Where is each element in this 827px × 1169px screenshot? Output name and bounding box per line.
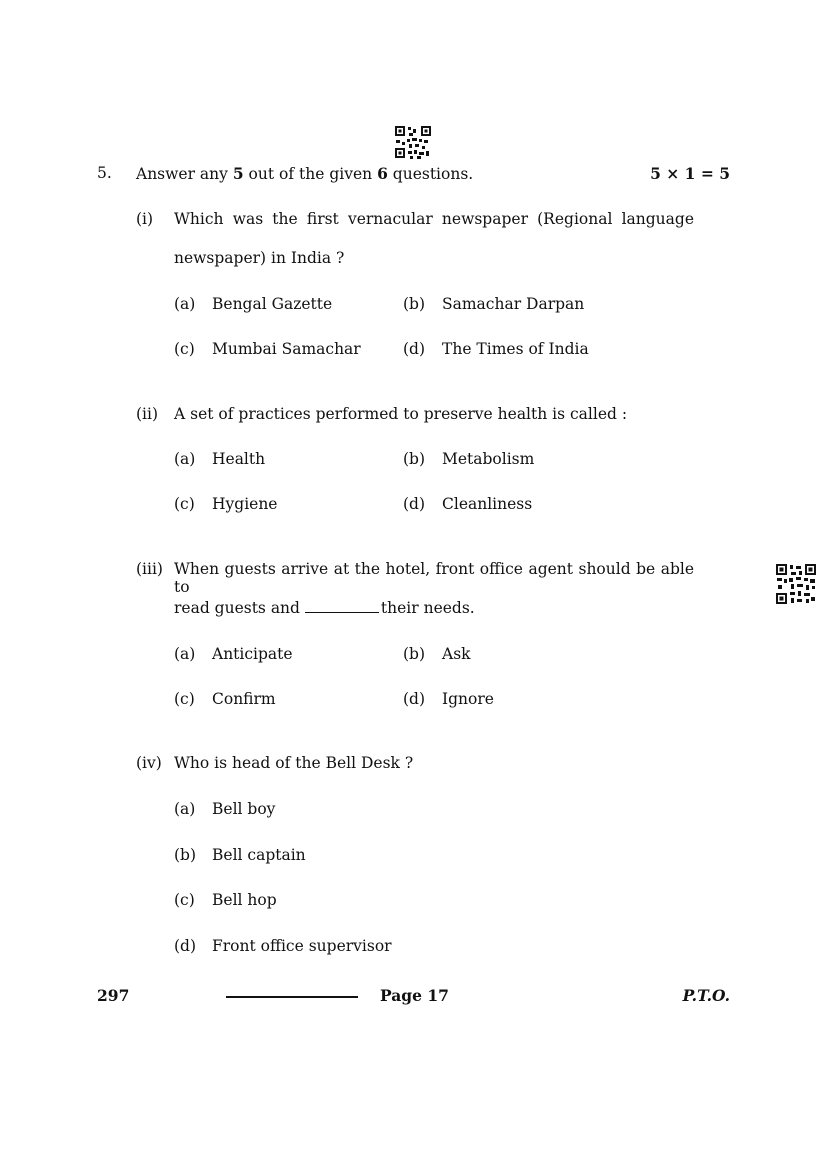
question-number: 5. (97, 164, 112, 182)
option-letter: (d) (403, 690, 426, 708)
option-letter: (a) (174, 295, 196, 313)
option-letter: (c) (174, 891, 195, 909)
option-text: Bell hop (212, 891, 277, 909)
option-letter: (b) (403, 645, 426, 663)
option-text: Cleanliness (442, 495, 533, 513)
option-text: Ask (442, 645, 471, 663)
option-text: Ignore (442, 690, 494, 708)
option-text: Samachar Darpan (442, 295, 585, 313)
subquestion-text-line: Who is head of the Bell Desk ? (174, 754, 414, 772)
footer-divider (226, 996, 358, 998)
option-text: Bengal Gazette (212, 295, 333, 313)
option-text: Front office supervisor (212, 937, 392, 955)
option-letter: (d) (174, 937, 197, 955)
option-letter: (a) (174, 800, 196, 818)
option-text: Mumbai Samachar (212, 340, 361, 358)
option-letter: (b) (174, 846, 197, 864)
subquestion-number: (i) (136, 210, 154, 228)
qr-code-top (395, 126, 431, 160)
option-letter: (d) (403, 495, 426, 513)
option-letter: (b) (403, 450, 426, 468)
option-text: Health (212, 450, 266, 468)
subquestion-number: (iii) (136, 560, 163, 578)
fill-in-blank (305, 611, 379, 613)
option-letter: (d) (403, 340, 426, 358)
option-letter: (a) (174, 450, 196, 468)
option-letter: (c) (174, 690, 195, 708)
option-letter: (b) (403, 295, 426, 313)
subquestion-text-line: Which was the first vernacular newspaper (Regional language (174, 210, 694, 228)
option-letter: (c) (174, 495, 195, 513)
subquestion-number: (ii) (136, 405, 159, 423)
qr-code-side (776, 564, 816, 604)
question-instruction: Answer any 5 out of the given 6 questions. (136, 164, 474, 183)
subquestion-text-line: When guests arrive at the hotel, front office agent should be able to (174, 560, 694, 596)
subquestion-text-line: A set of practices performed to preserve health is called : (174, 405, 628, 423)
marks-allotment: 5 × 1 = 5 (650, 164, 730, 183)
subquestion-number: (iv) (136, 754, 162, 772)
option-text: Metabolism (442, 450, 535, 468)
paper-code: 297 (97, 986, 130, 1005)
please-turn-over: P.T.O. (682, 986, 730, 1005)
page-number: Page 17 (380, 986, 449, 1005)
option-text: Hygiene (212, 495, 278, 513)
option-text: Anticipate (212, 645, 293, 663)
subquestion-text-line: read guests and their needs. (174, 599, 475, 617)
option-letter: (a) (174, 645, 196, 663)
option-text: Bell boy (212, 800, 276, 818)
option-text: The Times of India (442, 340, 589, 358)
option-text: Confirm (212, 690, 276, 708)
option-letter: (c) (174, 340, 195, 358)
subquestion-text-line: newspaper) in India ? (174, 249, 345, 267)
option-text: Bell captain (212, 846, 306, 864)
